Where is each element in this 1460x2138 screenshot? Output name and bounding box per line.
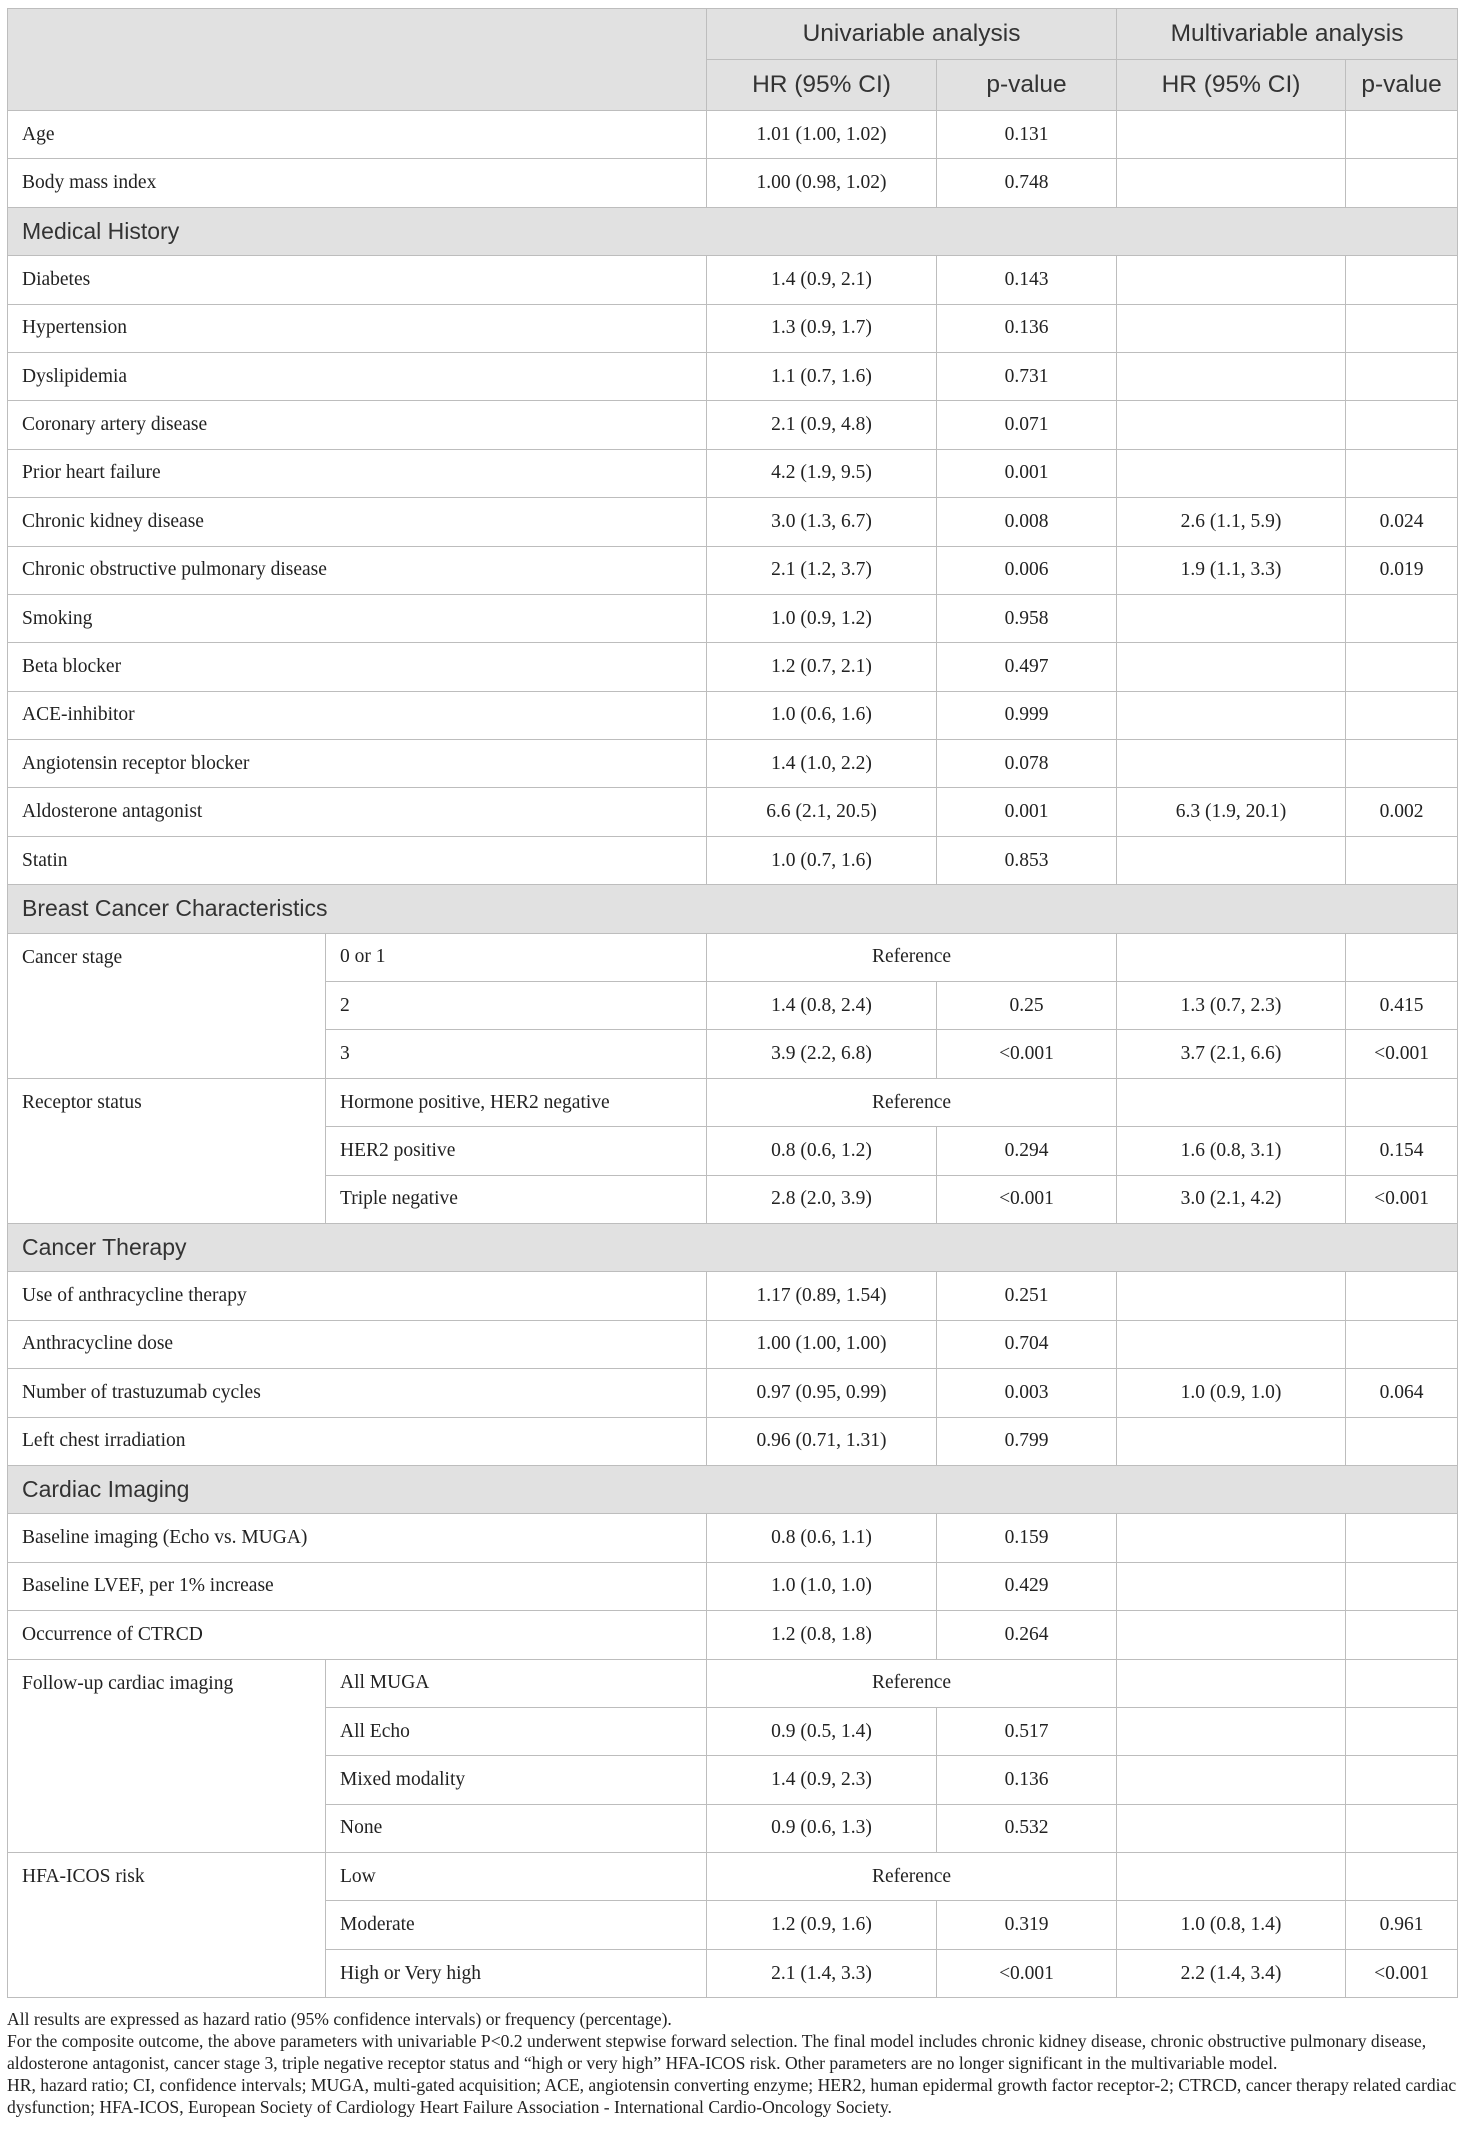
subgroup-label: High or Very high [326, 1949, 707, 1997]
table-row [8, 740, 1458, 788]
uni-p-cell: 0.517 [937, 1707, 1117, 1755]
variable-label: Diabetes [8, 256, 707, 304]
variable-label: Prior heart failure [8, 449, 707, 497]
subgroup-label: 0 or 1 [326, 933, 707, 981]
variable-label: Baseline imaging (Echo vs. MUGA) [8, 1514, 707, 1562]
uni-p-cell: 0.001 [937, 449, 1117, 497]
table-row [8, 1562, 1458, 1610]
uni-p-cell: 0.429 [937, 1562, 1117, 1610]
uni-hr-cell: 3.9 (2.2, 6.8) [707, 1030, 937, 1078]
uni-p-cell: 0.999 [937, 691, 1117, 739]
header-multi-hr: HR (95% CI) [1117, 60, 1346, 111]
section-title: Cardiac Imaging [8, 1465, 1458, 1513]
uni-p-cell: 0.136 [937, 304, 1117, 352]
multi-hr-cell [1117, 1756, 1346, 1804]
uni-hr-cell: 1.00 (0.98, 1.02) [707, 159, 937, 207]
uni-hr-cell: 1.17 (0.89, 1.54) [707, 1272, 937, 1320]
multi-hr-cell [1117, 1707, 1346, 1755]
multi-p-cell [1346, 1417, 1458, 1465]
reference-cell: Reference [707, 1078, 1117, 1126]
uni-p-cell: 0.078 [937, 740, 1117, 788]
uni-hr-cell: 1.4 (0.9, 2.1) [707, 256, 937, 304]
uni-p-cell: 0.159 [937, 1514, 1117, 1562]
subgroup-label: Moderate [326, 1901, 707, 1949]
variable-label: Coronary artery disease [8, 401, 707, 449]
multi-hr-cell [1117, 933, 1346, 981]
table-row [8, 304, 1458, 352]
variable-label: Age [8, 111, 707, 159]
multi-p-cell [1346, 1707, 1458, 1755]
uni-p-cell: 0.131 [937, 111, 1117, 159]
uni-hr-cell: 0.8 (0.6, 1.2) [707, 1127, 937, 1175]
subgroup-label: None [326, 1804, 707, 1852]
uni-hr-cell: 0.96 (0.71, 1.31) [707, 1417, 937, 1465]
multi-p-cell [1346, 159, 1458, 207]
uni-p-cell: <0.001 [937, 1030, 1117, 1078]
reference-cell: Reference [707, 1853, 1117, 1901]
uni-hr-cell: 1.0 (0.9, 1.2) [707, 594, 937, 642]
section-title: Medical History [8, 207, 1458, 255]
table-row [8, 1369, 1458, 1417]
uni-hr-cell: 1.2 (0.8, 1.8) [707, 1611, 937, 1659]
multi-hr-cell [1117, 449, 1346, 497]
uni-p-cell: 0.251 [937, 1272, 1117, 1320]
multi-p-cell: 0.019 [1346, 546, 1458, 594]
uni-p-cell: 0.003 [937, 1369, 1117, 1417]
uni-hr-cell: 1.0 (0.6, 1.6) [707, 691, 937, 739]
table-row [8, 111, 1458, 159]
section-title: Breast Cancer Characteristics [8, 885, 1458, 933]
multi-hr-cell [1117, 1853, 1346, 1901]
multi-hr-cell: 3.7 (2.1, 6.6) [1117, 1030, 1346, 1078]
footnote: HR, hazard ratio; CI, confidence intervals; MUGA, multi-gated acquisition; ACE, angiotensin converting enzyme; HER2, human epidermal growth factor receptor-2; CTRCD, cancer therapy related cardiac dysfunction; HFA-ICOS, European Society of Cardiology Heart Failure Association - International Cardio-Oncology Society. [7, 2075, 1457, 2118]
multi-hr-cell [1117, 1320, 1346, 1368]
multi-p-cell [1346, 1562, 1458, 1610]
multi-p-cell [1346, 1320, 1458, 1368]
table-row [8, 1078, 1458, 1126]
subgroup-label: 2 [326, 982, 707, 1030]
uni-hr-cell: 1.4 (1.0, 2.2) [707, 740, 937, 788]
section-header-row [8, 1223, 1458, 1271]
subgroup-label: Low [326, 1853, 707, 1901]
uni-hr-cell: 1.3 (0.9, 1.7) [707, 304, 937, 352]
multi-p-cell [1346, 304, 1458, 352]
uni-p-cell: 0.319 [937, 1901, 1117, 1949]
subgroup-label: All MUGA [326, 1659, 707, 1707]
uni-hr-cell: 0.97 (0.95, 0.99) [707, 1369, 937, 1417]
subgroup-label: Hormone positive, HER2 negative [326, 1078, 707, 1126]
multi-hr-cell [1117, 1562, 1346, 1610]
group-label: Cancer stage [8, 933, 326, 1078]
uni-hr-cell: 2.1 (1.4, 3.3) [707, 1949, 937, 1997]
multi-p-cell [1346, 1514, 1458, 1562]
uni-p-cell: 0.532 [937, 1804, 1117, 1852]
uni-p-cell: 0.264 [937, 1611, 1117, 1659]
multi-hr-cell: 6.3 (1.9, 20.1) [1117, 788, 1346, 836]
variable-label: Number of trastuzumab cycles [8, 1369, 707, 1417]
uni-p-cell: 0.748 [937, 159, 1117, 207]
variable-label: Statin [8, 836, 707, 884]
uni-hr-cell: 2.1 (0.9, 4.8) [707, 401, 937, 449]
group-label: Receptor status [8, 1078, 326, 1223]
section-header-row [8, 207, 1458, 255]
variable-label: Body mass index [8, 159, 707, 207]
multi-hr-cell [1117, 1078, 1346, 1126]
multi-hr-cell [1117, 643, 1346, 691]
table-row [8, 546, 1458, 594]
subgroup-label: Triple negative [326, 1175, 707, 1223]
subgroup-label: HER2 positive [326, 1127, 707, 1175]
table-row [8, 1272, 1458, 1320]
variable-label: Hypertension [8, 304, 707, 352]
table-row [8, 1853, 1458, 1901]
uni-hr-cell: 1.0 (1.0, 1.0) [707, 1562, 937, 1610]
table-row [8, 788, 1458, 836]
uni-hr-cell: 3.0 (1.3, 6.7) [707, 498, 937, 546]
uni-p-cell: <0.001 [937, 1175, 1117, 1223]
multi-hr-cell: 1.9 (1.1, 3.3) [1117, 546, 1346, 594]
uni-hr-cell: 1.00 (1.00, 1.00) [707, 1320, 937, 1368]
multi-p-cell [1346, 594, 1458, 642]
uni-p-cell: 0.143 [937, 256, 1117, 304]
table-row [8, 159, 1458, 207]
variable-label: Chronic kidney disease [8, 498, 707, 546]
hazard-ratio-table [7, 8, 1458, 1998]
variable-label: Beta blocker [8, 643, 707, 691]
multi-hr-cell [1117, 352, 1346, 400]
table-row [8, 1417, 1458, 1465]
multi-hr-cell [1117, 1611, 1346, 1659]
document-page [7, 8, 1457, 2118]
multi-p-cell [1346, 1272, 1458, 1320]
multi-hr-cell [1117, 594, 1346, 642]
group-label: Follow-up cardiac imaging [8, 1659, 326, 1853]
multi-hr-cell [1117, 111, 1346, 159]
multi-p-cell [1346, 111, 1458, 159]
multi-p-cell: 0.064 [1346, 1369, 1458, 1417]
multi-p-cell [1346, 1804, 1458, 1852]
multi-p-cell [1346, 1078, 1458, 1126]
multi-p-cell [1346, 1611, 1458, 1659]
multi-p-cell [1346, 449, 1458, 497]
multi-p-cell: 0.154 [1346, 1127, 1458, 1175]
table-row [8, 1514, 1458, 1562]
multi-p-cell [1346, 691, 1458, 739]
uni-hr-cell: 2.1 (1.2, 3.7) [707, 546, 937, 594]
multi-hr-cell: 1.0 (0.8, 1.4) [1117, 1901, 1346, 1949]
table-row [8, 643, 1458, 691]
multi-p-cell [1346, 740, 1458, 788]
section-title: Cancer Therapy [8, 1223, 1458, 1271]
uni-hr-cell: 1.1 (0.7, 1.6) [707, 352, 937, 400]
variable-label: Smoking [8, 594, 707, 642]
uni-hr-cell: 0.8 (0.6, 1.1) [707, 1514, 937, 1562]
multi-hr-cell: 1.3 (0.7, 2.3) [1117, 982, 1346, 1030]
multi-hr-cell [1117, 1514, 1346, 1562]
uni-hr-cell: 0.9 (0.6, 1.3) [707, 1804, 937, 1852]
multi-p-cell [1346, 1853, 1458, 1901]
uni-p-cell: 0.799 [937, 1417, 1117, 1465]
header-multivariable: Multivariable analysis [1117, 9, 1458, 60]
variable-label: Left chest irradiation [8, 1417, 707, 1465]
multi-hr-cell [1117, 401, 1346, 449]
uni-hr-cell: 1.01 (1.00, 1.02) [707, 111, 937, 159]
header-row-1 [8, 9, 1458, 60]
variable-label: ACE-inhibitor [8, 691, 707, 739]
section-header-row [8, 885, 1458, 933]
uni-p-cell: 0.958 [937, 594, 1117, 642]
variable-label: Occurrence of CTRCD [8, 1611, 707, 1659]
multi-hr-cell [1117, 1417, 1346, 1465]
subgroup-label: All Echo [326, 1707, 707, 1755]
table-row [8, 1611, 1458, 1659]
uni-hr-cell: 1.2 (0.9, 1.6) [707, 1901, 937, 1949]
multi-p-cell: 0.024 [1346, 498, 1458, 546]
table-row [8, 498, 1458, 546]
table-row [8, 691, 1458, 739]
uni-hr-cell: 2.8 (2.0, 3.9) [707, 1175, 937, 1223]
multi-hr-cell [1117, 1272, 1346, 1320]
uni-p-cell: 0.704 [937, 1320, 1117, 1368]
variable-label: Dyslipidemia [8, 352, 707, 400]
table-row [8, 401, 1458, 449]
multi-p-cell: 0.961 [1346, 1901, 1458, 1949]
multi-p-cell [1346, 1756, 1458, 1804]
table-row [8, 449, 1458, 497]
header-uni-hr: HR (95% CI) [707, 60, 937, 111]
table-row [8, 594, 1458, 642]
uni-p-cell: 0.294 [937, 1127, 1117, 1175]
multi-p-cell [1346, 401, 1458, 449]
multi-p-cell [1346, 352, 1458, 400]
uni-p-cell: 0.25 [937, 982, 1117, 1030]
subgroup-label: 3 [326, 1030, 707, 1078]
table-body [8, 111, 1458, 1998]
variable-label: Use of anthracycline therapy [8, 1272, 707, 1320]
multi-hr-cell [1117, 1659, 1346, 1707]
reference-cell: Reference [707, 1659, 1117, 1707]
table-footnotes [7, 2008, 1457, 2118]
multi-p-cell [1346, 933, 1458, 981]
header-blank [8, 9, 707, 111]
multi-hr-cell [1117, 159, 1346, 207]
multi-hr-cell: 1.6 (0.8, 3.1) [1117, 1127, 1346, 1175]
multi-p-cell [1346, 1659, 1458, 1707]
variable-label: Chronic obstructive pulmonary disease [8, 546, 707, 594]
multi-hr-cell [1117, 304, 1346, 352]
uni-p-cell: 0.001 [937, 788, 1117, 836]
uni-hr-cell: 1.4 (0.9, 2.3) [707, 1756, 937, 1804]
multi-hr-cell [1117, 691, 1346, 739]
multi-p-cell: 0.415 [1346, 982, 1458, 1030]
multi-p-cell [1346, 256, 1458, 304]
reference-cell: Reference [707, 933, 1117, 981]
uni-hr-cell: 0.9 (0.5, 1.4) [707, 1707, 937, 1755]
footnote: All results are expressed as hazard ratio (95% confidence intervals) or frequency (percentage). [7, 2009, 672, 2030]
group-label: HFA-ICOS risk [8, 1853, 326, 1998]
multi-hr-cell: 2.6 (1.1, 5.9) [1117, 498, 1346, 546]
uni-p-cell: 0.853 [937, 836, 1117, 884]
table-row [8, 836, 1458, 884]
header-multi-p: p-value [1346, 60, 1458, 111]
uni-p-cell: 0.136 [937, 1756, 1117, 1804]
uni-hr-cell: 4.2 (1.9, 9.5) [707, 449, 937, 497]
multi-hr-cell [1117, 836, 1346, 884]
variable-label: Aldosterone antagonist [8, 788, 707, 836]
uni-p-cell: 0.497 [937, 643, 1117, 691]
multi-hr-cell: 1.0 (0.9, 1.0) [1117, 1369, 1346, 1417]
uni-p-cell: 0.006 [937, 546, 1117, 594]
multi-hr-cell [1117, 740, 1346, 788]
subgroup-label: Mixed modality [326, 1756, 707, 1804]
variable-label: Angiotensin receptor blocker [8, 740, 707, 788]
multi-hr-cell [1117, 256, 1346, 304]
multi-p-cell [1346, 643, 1458, 691]
uni-hr-cell: 6.6 (2.1, 20.5) [707, 788, 937, 836]
uni-hr-cell: 1.0 (0.7, 1.6) [707, 836, 937, 884]
header-univariable: Univariable analysis [707, 9, 1117, 60]
variable-label: Anthracycline dose [8, 1320, 707, 1368]
table-row [8, 933, 1458, 981]
multi-p-cell: <0.001 [1346, 1030, 1458, 1078]
variable-label: Baseline LVEF, per 1% increase [8, 1562, 707, 1610]
header-uni-p: p-value [937, 60, 1117, 111]
table-row [8, 1320, 1458, 1368]
table-row [8, 1659, 1458, 1707]
table-row [8, 256, 1458, 304]
multi-p-cell: <0.001 [1346, 1949, 1458, 1997]
multi-p-cell: <0.001 [1346, 1175, 1458, 1223]
multi-p-cell: 0.002 [1346, 788, 1458, 836]
multi-p-cell [1346, 836, 1458, 884]
uni-p-cell: 0.071 [937, 401, 1117, 449]
multi-hr-cell: 3.0 (2.1, 4.2) [1117, 1175, 1346, 1223]
multi-hr-cell [1117, 1804, 1346, 1852]
uni-hr-cell: 1.2 (0.7, 2.1) [707, 643, 937, 691]
section-header-row [8, 1465, 1458, 1513]
uni-hr-cell: 1.4 (0.8, 2.4) [707, 982, 937, 1030]
table-row [8, 352, 1458, 400]
uni-p-cell: 0.731 [937, 352, 1117, 400]
uni-p-cell: 0.008 [937, 498, 1117, 546]
multi-hr-cell: 2.2 (1.4, 3.4) [1117, 1949, 1346, 1997]
uni-p-cell: <0.001 [937, 1949, 1117, 1997]
footnote: For the composite outcome, the above parameters with univariable P<0.2 underwent stepwise forward selection. The final model includes chronic kidney disease, chronic obstructive pulmonary disease, aldosterone antagonist, cancer stage 3, triple negative receptor status and “high or very high” HFA-ICOS risk. Other parameters are no longer significant in the multivariable model. [7, 2031, 1427, 2074]
